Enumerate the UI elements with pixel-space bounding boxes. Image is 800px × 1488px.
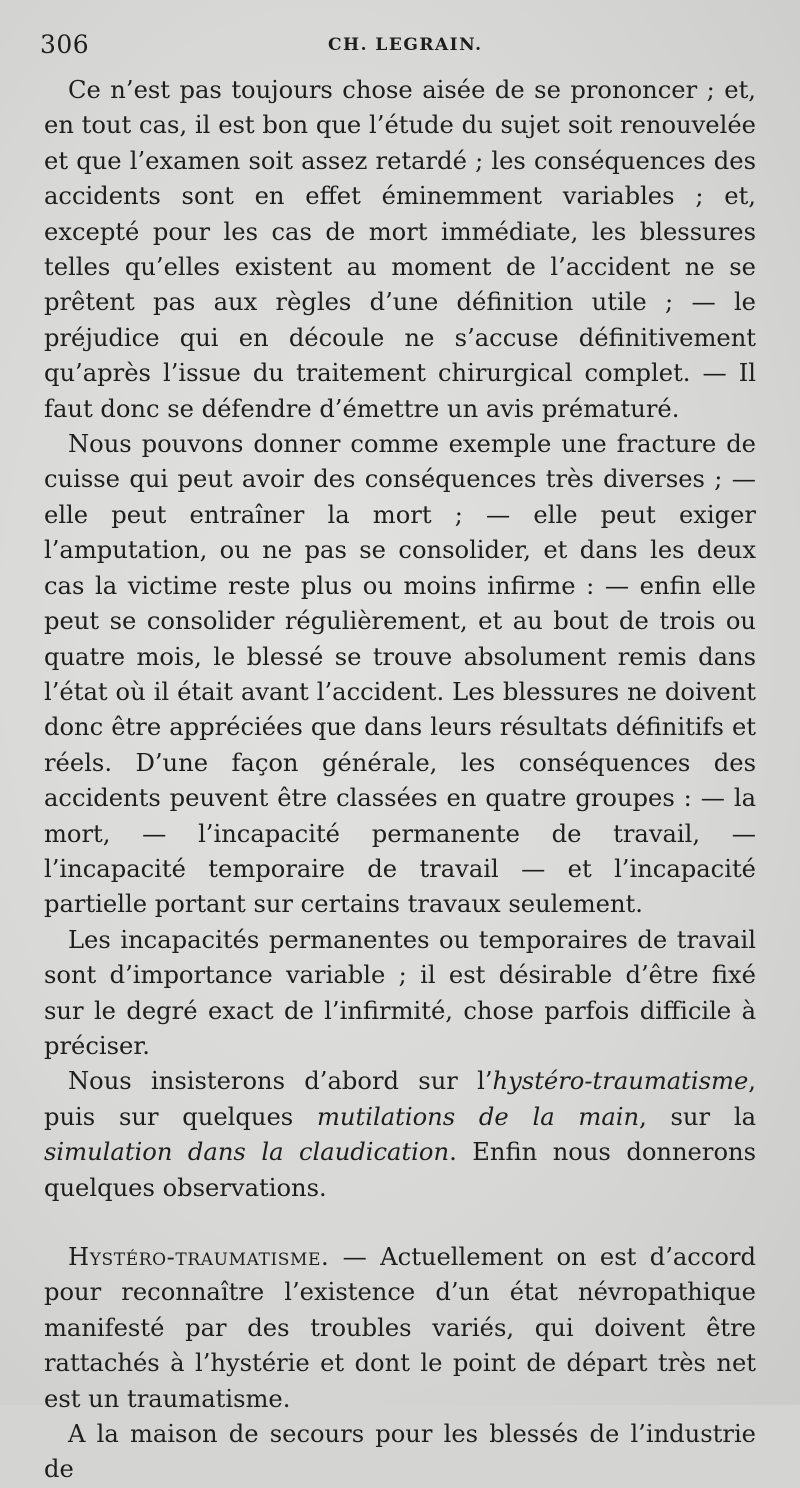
paragraph-4-text-2: , puis sur quelques [44, 1067, 756, 1131]
running-head: CH. LEGRAIN. [328, 35, 483, 55]
paragraph-5 [44, 1240, 756, 1417]
paragraph-1: Ce n’est pas toujours chose aisée de se prononcer ; et, en tout cas, il est bon que l’étude du sujet soit renouvelée et que l’examen soit assez retardé ; les conséquences des accidents sont en effet éminemment variables ; et, excepté pour les cas de mort immédiate, les blessures telles qu’elles existent au moment de l’accident ne se prêtent pas aux règles d’une définition utile ; — le préjudice qui en découle ne s’accuse définitivement qu’après l’issue du traitement chirurgical complet. — Il faut donc se défendre d’émettre un avis prématuré. [44, 76, 756, 423]
paragraph-4 [44, 1064, 756, 1206]
paragraph-5-text: — Actuellement on est d’accord pour reconnaître l’existence d’un état névropathique manifesté par des troubles variés, qui doivent être rattachés à l’hystérie et dont le point de départ très net est un traumatisme. [44, 1243, 756, 1413]
section-title: Hystéro-traumatisme. [68, 1243, 330, 1271]
page-body [44, 73, 756, 1488]
page-number: 306 [40, 30, 90, 59]
page-header [40, 30, 760, 64]
paragraph-4-text-1: Nous insisterons d’abord sur l’ [68, 1067, 493, 1096]
paragraph-4-text-3: , sur la [639, 1102, 757, 1131]
paragraph-6: A la maison de secours pour les blessés de l’industrie de [44, 1420, 756, 1484]
term-simulation-claudication: simulation dans la claudication [44, 1138, 450, 1167]
paragraph-4-text-4: . Enfin nous donnerons quelques observations. [44, 1138, 756, 1202]
term-mutilations-main: mutilations de la main [316, 1102, 640, 1131]
paragraph-3: Les incapacités permanentes ou temporaires de travail sont d’importance variable ; il est désirable d’être fixé sur le degré exact de l’infirmité, chose parfois difficile à préciser. [44, 925, 756, 1060]
term-hystero-traumatisme: hystéro-traumatisme [492, 1067, 749, 1096]
paragraph-2: Nous pouvons donner comme exemple une fracture de cuisse qui peut avoir des conséquences très diverses ; — elle peut entraîner la mort ; — elle peut exiger l’amputation, ou ne pas se consolider, et dans les deux cas la victime reste plus ou moins infirme : — enfin elle peut se consolider régulièrement, et au bout de trois ou quatre mois, le blessé se trouve absolument remis dans l’état où il était avant l’accident. Les blessures ne doivent donc être appréciées que dans leurs résultats définitifs et réels. D’une façon générale, les conséquences des accidents peuvent être classées en quatre groupes : — la mort, — l’incapacité permanente de travail, — l’incapacité temporaire de travail — et l’incapacité partielle portant sur certains travaux seulement. [44, 430, 756, 919]
